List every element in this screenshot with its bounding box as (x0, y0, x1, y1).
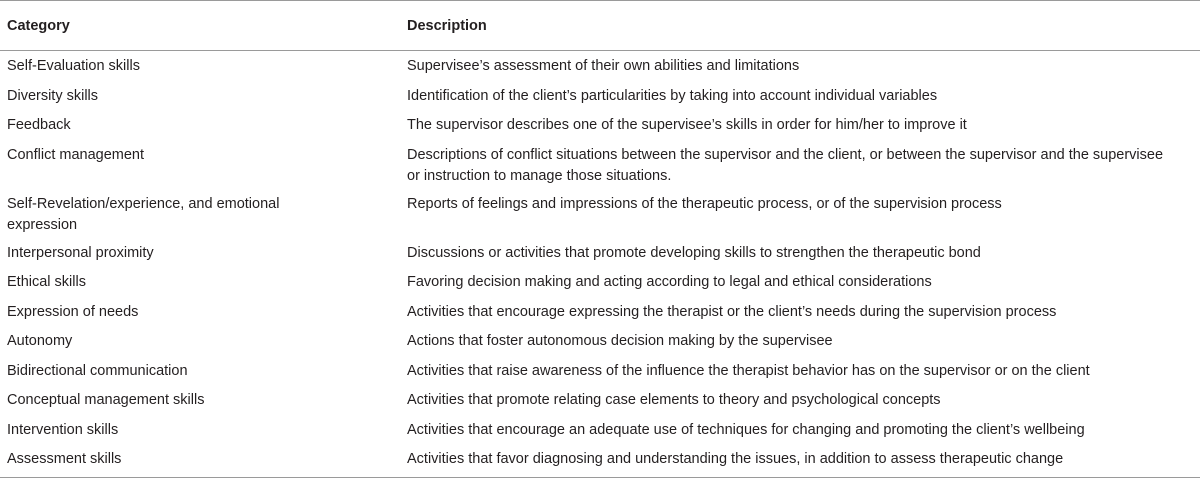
row-description: Activities that promote relating case elements to theory and psychological concepts (407, 392, 941, 408)
header-description: Description (407, 17, 487, 34)
row-description: Activities that encourage expressing the therapist or the client’s needs during the supervision process (407, 303, 1057, 320)
table-row (0, 386, 1200, 416)
row-description: Descriptions of conflict situations between the supervisor and the client, or between the supervisor and the supervisee or instruction to manage those situations. (407, 146, 1164, 184)
table-row (0, 82, 1200, 112)
table-row (0, 111, 1200, 141)
row-description: Discussions or activities that promote developing skills to strengthen the therapeutic bond (407, 244, 981, 261)
row-category: Ethical skills (7, 274, 86, 290)
table-row (0, 298, 1200, 328)
table-row (0, 327, 1200, 357)
row-description: The supervisor describes one of the supervisee’s skills in order for him/her to improve it (407, 117, 967, 133)
table-row (0, 445, 1200, 477)
table-row (0, 416, 1200, 446)
row-description: Reports of feelings and impressions of the therapeutic process, or of the supervision process (407, 195, 1002, 212)
header-category: Category (7, 17, 70, 34)
row-description: Favoring decision making and acting according to legal and ethical considerations (407, 274, 932, 290)
table-row (0, 268, 1200, 298)
table-row (0, 51, 1200, 82)
row-category: Bidirectional communication (7, 362, 188, 379)
table-body (0, 51, 1200, 478)
row-category: Conflict management (7, 146, 145, 163)
row-category: Self-Evaluation skills (7, 58, 140, 74)
row-category: Diversity skills (7, 87, 99, 104)
row-description: Identification of the client’s particularities by taking into account individual variables (407, 87, 938, 104)
row-category: Assessment skills (7, 451, 122, 467)
row-description: Activities that raise awareness of the influence the therapist behavior has on the supervisor or on the client (407, 362, 1090, 379)
header-row (0, 1, 1200, 51)
row-category: Conceptual management skills (7, 392, 205, 408)
row-category: Feedback (7, 117, 71, 133)
table-header (0, 1, 1200, 51)
row-category: Self-Revelation/experience, and emotional expression (7, 195, 280, 233)
row-description: Supervisee’s assessment of their own abilities and limitations (407, 58, 800, 74)
row-category: Autonomy (7, 333, 73, 349)
row-category: Expression of needs (7, 303, 139, 320)
table-row (0, 190, 1200, 239)
table-row (0, 239, 1200, 269)
row-description: Activities that encourage an adequate use of techniques for changing and promoting the client’s wellbeing (407, 421, 1085, 438)
row-description: Activities that favor diagnosing and understanding the issues, in addition to assess therapeutic change (407, 451, 1064, 467)
row-category: Interpersonal proximity (7, 244, 154, 261)
row-description: Actions that foster autonomous decision making by the supervisee (407, 333, 833, 349)
table-row (0, 357, 1200, 387)
row-category: Intervention skills (7, 421, 119, 438)
table-row (0, 141, 1200, 190)
